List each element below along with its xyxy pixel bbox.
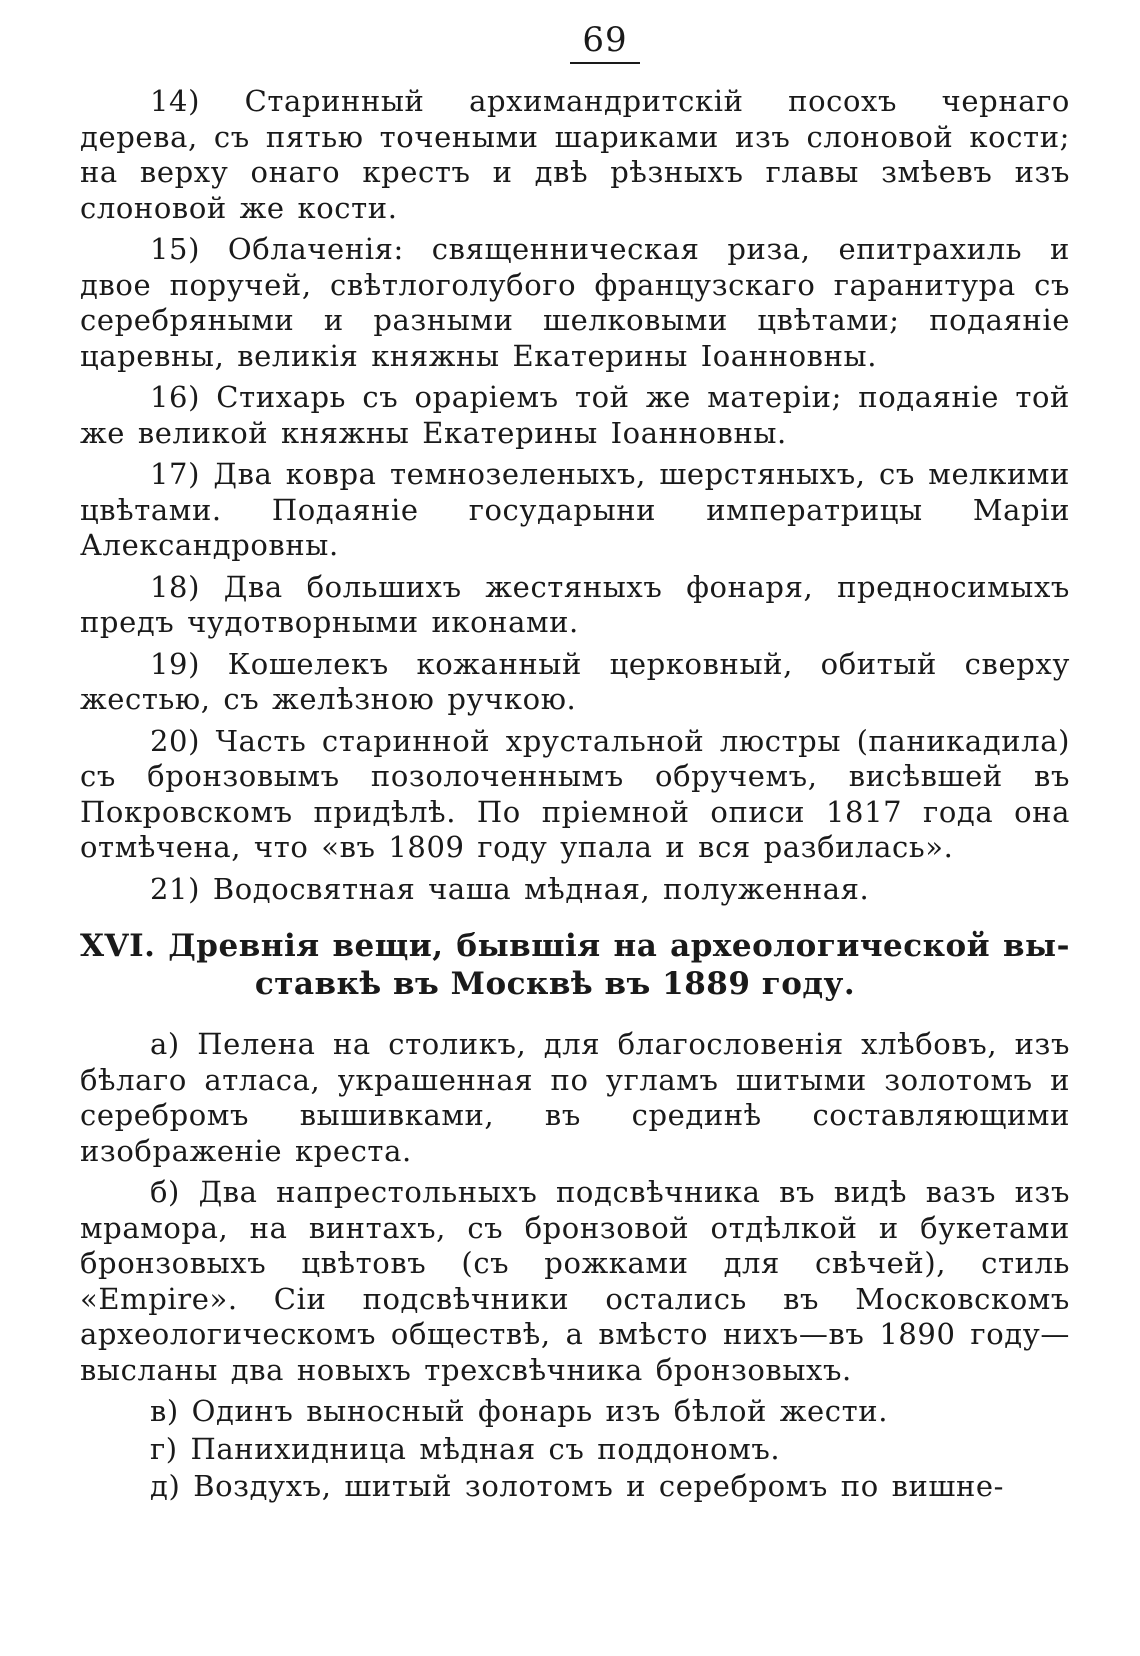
exhibit-entry-g: г) Панихидница мѣдная съ поддономъ. [150,1431,781,1466]
page-number: 69 [582,20,628,60]
exhibit-entry-d: д) Воздухъ, шитый золотомъ и серебромъ по вишне- [150,1469,1005,1503]
inventory-entry-16: 16) Стихарь съ орарiемъ той же матеріи; подаяніе той же великой княжны Екатерины Іоанновны. [80,380,1070,450]
inventory-entry-21: 21) Водосвятная чаша мѣдная, полуженная. [150,871,870,906]
inventory-entry-18: 18) Два большихъ жестяныхъ фонаря, предносимыхъ предъ чудотворными иконами. [80,569,1070,639]
section-heading [80,927,1070,1003]
inventory-entry-17: 17) Два ковра темнозеленыхъ, шерстяныхъ, съ мелкими цвѣтами. Подаяніе государыни императрицы Маріи Александровны. [80,457,1070,562]
inventory-entry-15: 15) Облаченія: священническая риза, епитрахиль и двое поручей, свѣтлоголубого французскаго гаранитура съ серебряными и разными шелковыми цвѣтами; подаяніе царевны, великія княжны Екатерины Іоанновны. [80,232,1070,373]
exhibit-entry-v: в) Одинъ выносный фонарь изъ бѣлой жести. [150,1394,889,1428]
page-number-rule [570,62,640,64]
inventory-entry-20: 20) Часть старинной хрустальной люстры (паникадила) съ бронзовымъ позолоченнымъ обручемъ, висѣвшей въ Покровскомъ придѣлѣ. По пріемной описи 1817 года она отмѣчена, что «въ 1809 году упала и вся разбилась». [80,723,1070,864]
section-heading-line-1: XVI. Древнія вещи, бывшія на археологической вы- [80,928,1070,964]
inventory-entry-14: 14) Старинный архимандритскій посохъ чернаго дерева, съ пятью точеными шариками изъ слоновой кости; на верху онаго крестъ и двѣ рѣзныхъ главы змѣевъ изъ слоновой же кости. [80,84,1070,225]
exhibit-entry-a: а) Пелена на столикъ, для благословенія хлѣбовъ, изъ бѣлаго атласа, украшенная по угламъ шитыми золотомъ и серебромъ вышивками, въ срединѣ составляющими изображеніе креста. [80,1027,1070,1168]
section-heading-line-2: ставкѣ въ Москвѣ въ 1889 году. [254,966,856,1002]
document-page [80,20,1070,1640]
exhibit-entry-b: б) Два напрестольныхъ подсвѣчника въ видѣ вазъ изъ мрамора, на винтахъ, съ бронзовой отдѣлкой и букетами бронзовыхъ цвѣтовъ (съ рожками для свѣчей), стиль «Empire». Сіи подсвѣчники остались въ Московскомъ археологическомъ обществѣ, а вмѣсто нихъ—въ 1890 году—высланы два новыхъ трехсвѣчника бронзовыхъ. [80,1175,1070,1387]
inventory-entry-19: 19) Кошелекъ кожанный церковный, обитый сверху жестью, съ желѣзною ручкою. [80,646,1070,716]
